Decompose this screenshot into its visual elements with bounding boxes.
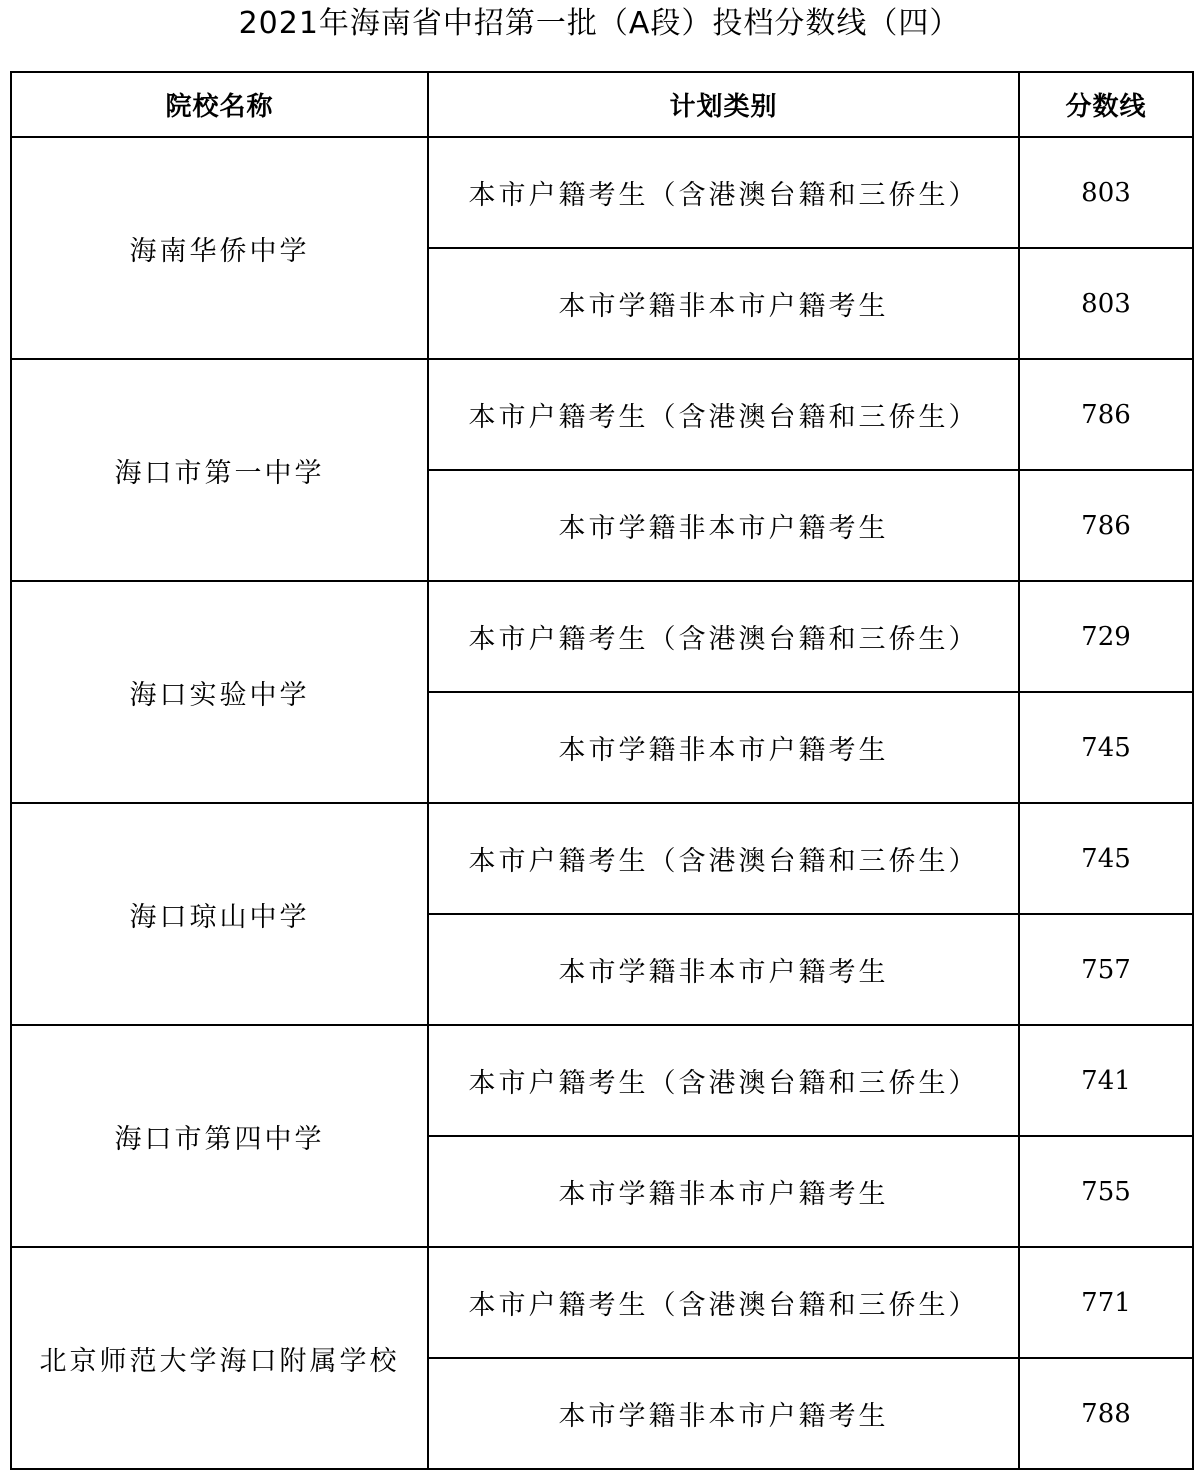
school-name: 北京师范大学海口附属学校 <box>11 1247 428 1469</box>
header-score-line: 分数线 <box>1019 72 1193 137</box>
score-value: 786 <box>1019 470 1193 581</box>
table-row <box>11 137 1193 248</box>
plan-category: 本市户籍考生（含港澳台籍和三侨生） <box>428 581 1019 692</box>
score-value: 788 <box>1019 1358 1193 1469</box>
school-name: 海口琼山中学 <box>11 803 428 1025</box>
score-value: 745 <box>1019 692 1193 803</box>
plan-category: 本市户籍考生（含港澳台籍和三侨生） <box>428 803 1019 914</box>
plan-category: 本市学籍非本市户籍考生 <box>428 914 1019 1025</box>
plan-category: 本市学籍非本市户籍考生 <box>428 470 1019 581</box>
score-table <box>10 71 1194 1470</box>
score-value: 757 <box>1019 914 1193 1025</box>
plan-category: 本市学籍非本市户籍考生 <box>428 248 1019 359</box>
plan-category: 本市户籍考生（含港澳台籍和三侨生） <box>428 1025 1019 1136</box>
score-value: 803 <box>1019 248 1193 359</box>
school-name: 海口实验中学 <box>11 581 428 803</box>
score-value: 755 <box>1019 1136 1193 1247</box>
score-value: 771 <box>1019 1247 1193 1358</box>
plan-category: 本市户籍考生（含港澳台籍和三侨生） <box>428 137 1019 248</box>
score-value: 741 <box>1019 1025 1193 1136</box>
plan-category: 本市户籍考生（含港澳台籍和三侨生） <box>428 359 1019 470</box>
score-value: 729 <box>1019 581 1193 692</box>
score-value: 786 <box>1019 359 1193 470</box>
header-school-name: 院校名称 <box>11 72 428 137</box>
plan-category: 本市学籍非本市户籍考生 <box>428 1358 1019 1469</box>
plan-category: 本市户籍考生（含港澳台籍和三侨生） <box>428 1247 1019 1358</box>
plan-category: 本市学籍非本市户籍考生 <box>428 692 1019 803</box>
table-row <box>11 1247 1193 1358</box>
table-row <box>11 1025 1193 1136</box>
header-row <box>11 72 1193 137</box>
page-title: 2021年海南省中招第一批（A段）投档分数线（四） <box>238 6 961 41</box>
school-name: 海口市第一中学 <box>11 359 428 581</box>
table-row <box>11 803 1193 914</box>
score-value: 745 <box>1019 803 1193 914</box>
school-name: 海南华侨中学 <box>11 137 428 359</box>
table-row <box>11 581 1193 692</box>
plan-category: 本市学籍非本市户籍考生 <box>428 1136 1019 1247</box>
school-name: 海口市第四中学 <box>11 1025 428 1247</box>
header-plan-category: 计划类别 <box>428 72 1019 137</box>
score-value: 803 <box>1019 137 1193 248</box>
table-row <box>11 359 1193 470</box>
